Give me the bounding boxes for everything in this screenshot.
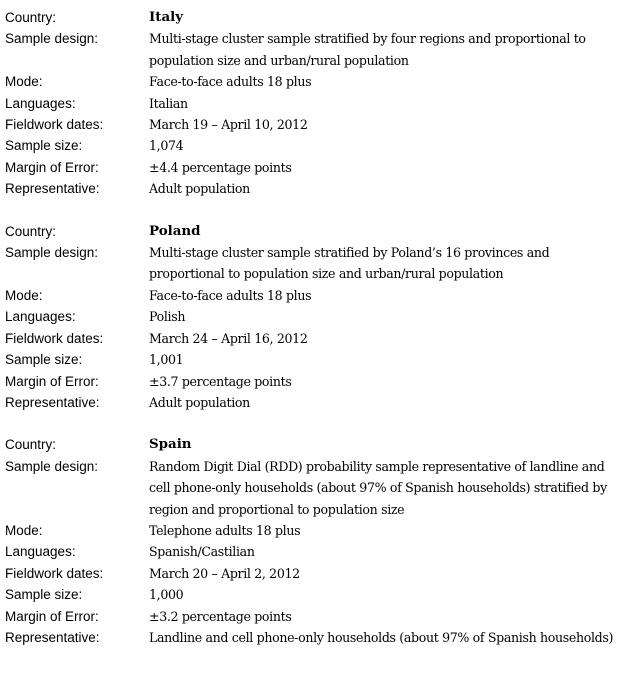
representative-label: Representative: (5, 394, 100, 410)
row-fieldwork-dates (5, 114, 617, 135)
margin-of-error-value: ±4.4 percentage points (149, 159, 292, 175)
row-languages (5, 306, 617, 327)
sample-size-value: 1,000 (149, 587, 184, 603)
languages-label: Languages: (5, 95, 76, 111)
mode-value: Face-to-face adults 18 plus (149, 287, 312, 303)
row-representative (5, 627, 617, 648)
languages-value: Italian (149, 95, 188, 111)
languages-value: Spanish/Castilian (149, 544, 255, 560)
mode-label: Mode: (5, 287, 43, 303)
row-languages (5, 541, 617, 562)
row-sample-design (5, 242, 617, 285)
survey-methodology-document (5, 7, 617, 669)
mode-label: Mode: (5, 74, 43, 90)
languages-label: Languages: (5, 544, 76, 560)
fieldwork-dates-value: March 20 – April 2, 2012 (149, 565, 300, 581)
sample-design-value: Multi-stage cluster sample stratified by Poland’s 16 provinces and proportional to population size and urban/rural population (149, 245, 550, 282)
sample-design-value: Random Digit Dial (RDD) probability sample representative of landline and cell phone-only households (about 97% of Spanish households) stratified by region and proportional to population size (149, 458, 607, 517)
country-label: Country: (5, 10, 57, 25)
row-country (5, 434, 617, 455)
languages-label: Languages: (5, 309, 76, 325)
row-country (5, 221, 617, 242)
country-block-italy (5, 7, 617, 200)
margin-of-error-label: Margin of Error: (5, 159, 99, 175)
margin-of-error-label: Margin of Error: (5, 608, 99, 624)
row-margin-of-error (5, 371, 617, 392)
sample-size-label: Sample size: (5, 138, 83, 154)
representative-value: Adult population (149, 181, 250, 197)
row-mode (5, 520, 617, 541)
row-country (5, 7, 617, 28)
row-fieldwork-dates (5, 328, 617, 349)
row-sample-size (5, 584, 617, 605)
margin-of-error-value: ±3.7 percentage points (149, 373, 292, 389)
country-name: Spain (149, 436, 192, 453)
sample-design-label: Sample design: (5, 245, 99, 261)
representative-label: Representative: (5, 181, 100, 197)
row-representative (5, 392, 617, 413)
row-representative (5, 178, 617, 199)
sample-design-label: Sample design: (5, 31, 99, 47)
country-name: Italy (149, 9, 183, 25)
representative-label: Representative: (5, 629, 100, 645)
mode-value: Telephone adults 18 plus (149, 522, 301, 538)
sample-size-label: Sample size: (5, 352, 83, 368)
representative-value: Landline and cell phone-only households (about 97% of Spanish households) (149, 629, 614, 645)
row-fieldwork-dates (5, 563, 617, 584)
fieldwork-dates-value: March 19 – April 10, 2012 (149, 117, 308, 133)
row-sample-design (5, 456, 617, 520)
row-mode (5, 71, 617, 92)
languages-value: Polish (149, 309, 186, 325)
country-label: Country: (5, 223, 57, 239)
fieldwork-dates-value: March 24 – April 16, 2012 (149, 330, 308, 346)
sample-size-label: Sample size: (5, 587, 83, 603)
country-block-spain (5, 434, 617, 648)
country-block-poland (5, 221, 617, 414)
margin-of-error-value: ±3.2 percentage points (149, 608, 292, 624)
row-sample-design (5, 28, 617, 71)
fieldwork-dates-label: Fieldwork dates: (5, 565, 104, 581)
row-margin-of-error (5, 606, 617, 627)
sample-design-value: Multi-stage cluster sample stratified by four regions and proportional to population size and urban/rural population (149, 31, 586, 68)
mode-value: Face-to-face adults 18 plus (149, 74, 312, 90)
row-sample-size (5, 349, 617, 370)
margin-of-error-label: Margin of Error: (5, 373, 99, 389)
sample-size-value: 1,001 (149, 352, 184, 368)
fieldwork-dates-label: Fieldwork dates: (5, 117, 104, 133)
sample-design-label: Sample design: (5, 458, 99, 474)
country-label: Country: (5, 437, 57, 453)
representative-value: Adult population (149, 394, 250, 410)
sample-size-value: 1,074 (149, 138, 184, 154)
row-sample-size (5, 135, 617, 156)
fieldwork-dates-label: Fieldwork dates: (5, 330, 104, 346)
country-name: Poland (149, 222, 201, 239)
row-mode (5, 285, 617, 306)
row-languages (5, 93, 617, 114)
mode-label: Mode: (5, 522, 43, 538)
row-margin-of-error (5, 157, 617, 178)
